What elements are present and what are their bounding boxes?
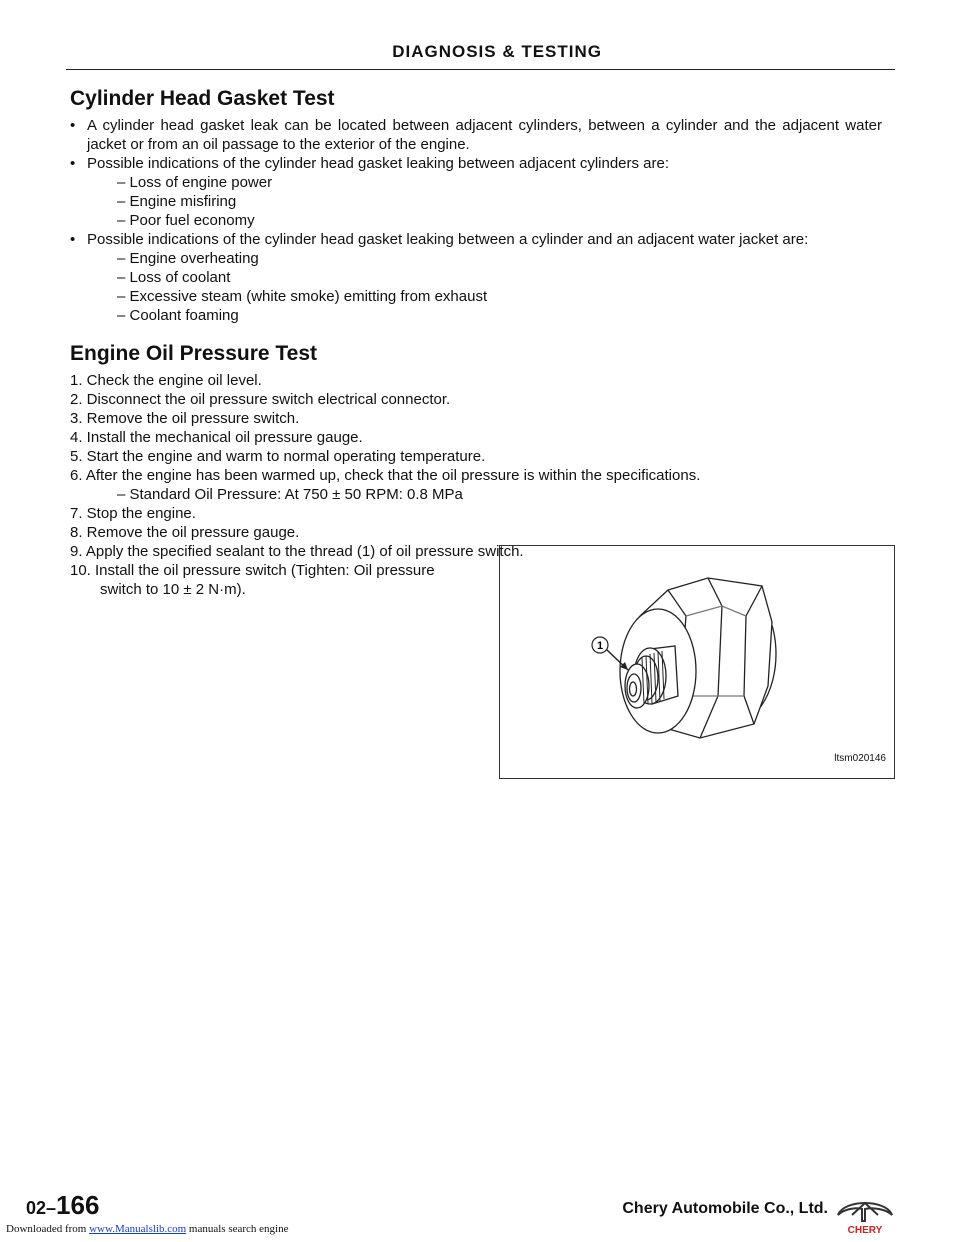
step-item: 7. Stop the engine. [70, 505, 196, 522]
company-name: Chery Automobile Co., Ltd. [622, 1200, 828, 1217]
sub-item: – Engine misfiring [117, 193, 237, 210]
step-item: 4. Install the mechanical oil pressure gauge. [70, 429, 363, 446]
step-item: 2. Disconnect the oil pressure switch electrical connector. [70, 391, 451, 408]
sub-item: – Engine overheating [117, 250, 259, 267]
bullet-icon: • [70, 117, 76, 134]
step-item: 1. Check the engine oil level. [70, 372, 262, 389]
bullet-item [70, 230, 882, 249]
step-item: 9. Apply the specified sealant to the thread (1) of oil pressure switch. [70, 543, 524, 560]
step-item: 10. Install the oil pressure switch (Tighten: Oil pressure switch to 10 ± 2 N·m). [70, 562, 435, 598]
section-header: DIAGNOSIS & TESTING [392, 42, 602, 61]
download-note: Downloaded from www.Manualslib.com manuals search engine [6, 1223, 289, 1235]
sub-item: – Loss of engine power [117, 174, 273, 191]
bullet-icon: • [70, 155, 76, 172]
page-content [70, 86, 882, 599]
step-sub-item: – Standard Oil Pressure: At 750 ± 50 RPM: 0.8 MPa [117, 486, 463, 503]
callout-label: 1 [596, 640, 604, 652]
step-item: 5. Start the engine and warm to normal operating temperature. [70, 448, 486, 465]
bullet-text: Possible indications of the cylinder head gasket leaking between a cylinder and an adjacent water jacket are: [87, 231, 809, 248]
sub-item: – Poor fuel economy [117, 212, 255, 229]
page-number: 02–166 [26, 1190, 100, 1220]
section-title-cylinder-head: Cylinder Head Gasket Test [70, 87, 335, 110]
sub-item: – Excessive steam (white smoke) emitting from exhaust [117, 288, 488, 305]
step-item: 8. Remove the oil pressure gauge. [70, 524, 300, 541]
bullet-text: A cylinder head gasket leak can be located between adjacent cylinders, between a cylinder and the adjacent water jacket or from an oil passage to the exterior of the engine. [87, 117, 882, 153]
sub-item: – Coolant foaming [117, 307, 239, 324]
oil-pressure-switch-figure [499, 545, 895, 779]
bullet-icon: • [70, 231, 76, 248]
logo-text: CHERY [847, 1225, 883, 1236]
section-title-oil-pressure: Engine Oil Pressure Test [70, 342, 318, 365]
oil-pressure-switch-illustration [500, 546, 894, 778]
bullet-text: Possible indications of the cylinder head gasket leaking between adjacent cylinders are: [87, 155, 670, 172]
header-divider [66, 69, 895, 70]
step-item: 3. Remove the oil pressure switch. [70, 410, 300, 427]
chery-logo [834, 1195, 896, 1237]
figure-code: ltsm020146 [834, 753, 886, 764]
step-item: 6. After the engine has been warmed up, check that the oil pressure is within the specifications. [70, 467, 701, 484]
manualslib-link[interactable]: www.Manualslib.com [89, 1223, 187, 1235]
bullet-item [70, 154, 882, 173]
sub-item: – Loss of coolant [117, 269, 231, 286]
bullet-item [70, 116, 882, 154]
